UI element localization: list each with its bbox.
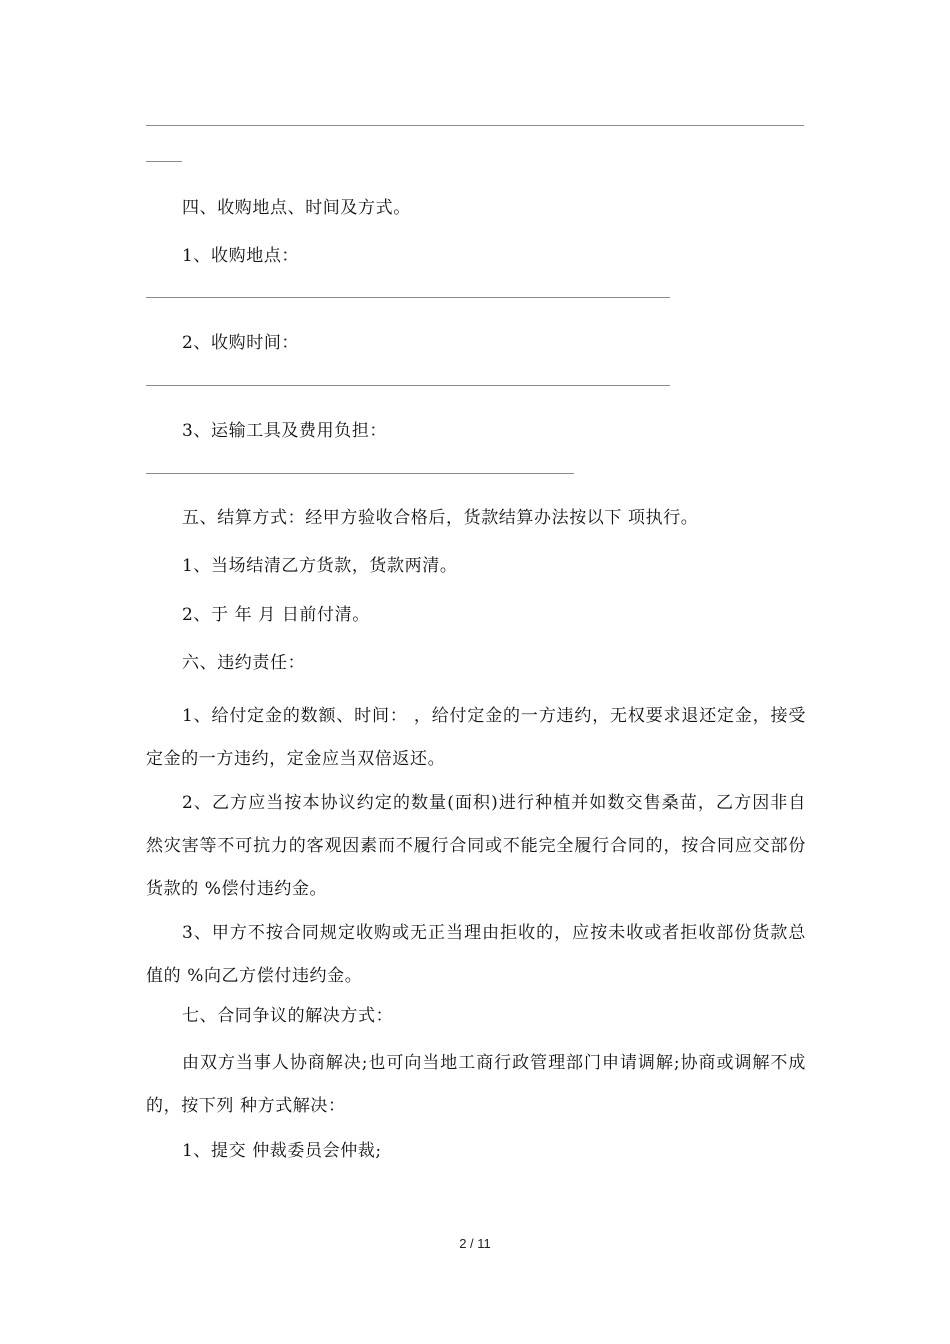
paragraph: 3、甲方不按合同规定收购或无正当理由拒收的，应按未收或者拒收部份货款总值的 %向乙方偿付违约金。 [146, 923, 806, 986]
page-number: 2 / 11 [459, 1236, 491, 1251]
paragraph: 2、乙方应当按本协议约定的数量(面积)进行种植并如数交售桑苗，乙方因非自然灾害等不可抗力的客观因素而不履行合同或不能完全履行合同的，按合同应交部份货款的 %偿付违约金。 [146, 793, 806, 899]
section-heading: 五、结算方式：经甲方验收合格后，货款结算办法按以下 项执行。 [182, 508, 699, 528]
paragraph: 由双方当事人协商解决;也可向当地工商行政管理部门申请调解;协商或调解不成的，按下列 种方式解决： [146, 1053, 806, 1116]
list-item: 1、当场结清乙方货款，货款两清。 [182, 556, 458, 576]
paragraph: 1、给付定金的数额、时间： ，给付定金的一方违约，无权要求退还定金，接受定金的一方违约，定金应当双倍返还。 [146, 706, 806, 769]
blank-fill-line [146, 297, 670, 298]
blank-fill-line [146, 125, 804, 126]
section-heading: 七、合同争议的解决方式： [182, 1006, 394, 1026]
blank-fill-line [146, 385, 670, 386]
blank-fill-line [146, 473, 574, 474]
section-heading: 四、收购地点、时间及方式。 [182, 198, 411, 218]
list-item: 2、于 年 月 日前付清。 [182, 605, 370, 625]
blank-fill-line [146, 161, 182, 162]
list-item: 3、运输工具及费用负担： [182, 421, 388, 441]
list-item: 1、收购地点： [182, 246, 300, 266]
list-item: 2、收购时间： [182, 333, 300, 353]
list-item: 1、提交 仲裁委员会仲裁; [182, 1141, 382, 1161]
section-heading: 六、违约责任： [182, 653, 306, 673]
